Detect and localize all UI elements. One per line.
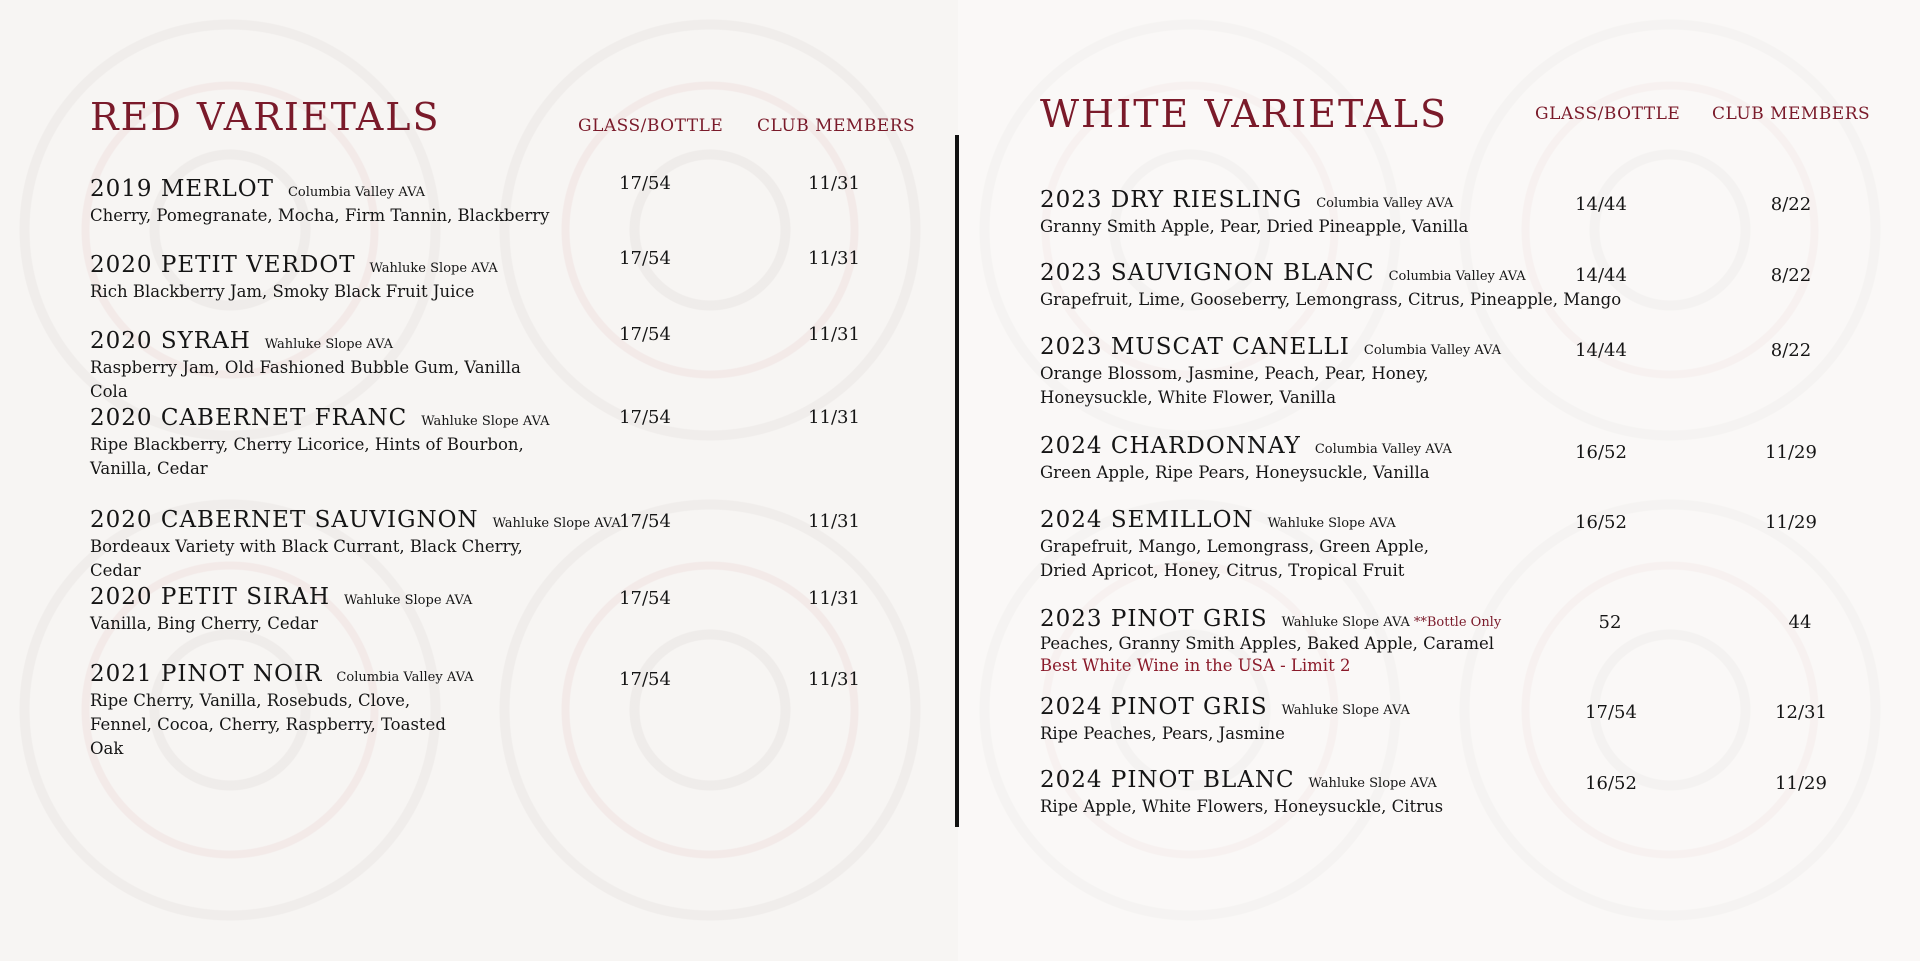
white-club-price-3: 11/29 xyxy=(1765,442,1817,463)
white-glass-price-7: 16/52 xyxy=(1585,773,1637,794)
wine-description: Orange Blossom, Jasmine, Peach, Pear, Honey, Honeysuckle, White Flower, Vanilla xyxy=(1040,364,1429,407)
wine-name: 2024 PINOT GRIS xyxy=(1040,694,1268,720)
white-club-price-0: 8/22 xyxy=(1770,194,1812,215)
wine-ava: Columbia Valley AVA xyxy=(1388,269,1526,284)
wine-ava: Columbia Valley AVA xyxy=(1314,442,1452,457)
wine-description: Rich Blackberry Jam, Smoky Black Fruit Juice xyxy=(90,282,475,301)
wine-name: 2023 DRY RIESLING xyxy=(1040,187,1303,213)
wine-ava: Wahluke Slope AVA xyxy=(492,516,621,531)
white-club-price-5: 44 xyxy=(1788,612,1812,633)
wine-ava: Wahluke Slope AVA xyxy=(264,337,394,352)
bottle-only-note: **Bottle Only xyxy=(1413,615,1502,630)
white-glass-price-0: 14/44 xyxy=(1575,194,1627,215)
red-club-price-4: 11/31 xyxy=(808,511,860,532)
wine-description: Ripe Apple, White Flowers, Honeysuckle, Citrus xyxy=(1040,797,1444,816)
wine-name: 2023 SAUVIGNON BLANC xyxy=(1040,260,1375,286)
wine-name: 2024 CHARDONNAY xyxy=(1040,433,1301,459)
wine-ava: Wahluke Slope AVA xyxy=(369,261,498,276)
red-glass-price-1: 17/54 xyxy=(619,248,671,269)
wine-ava: Wahluke Slope AVA xyxy=(1308,776,1437,791)
wine-description: Grapefruit, Mango, Lemongrass, Green Apple, Dried Apricot, Honey, Citrus, Tropical Fruit xyxy=(1040,537,1430,580)
red-glass-price-2: 17/54 xyxy=(619,324,671,345)
wine-description: Raspberry Jam, Old Fashioned Bubble Gum, Vanilla Cola xyxy=(90,358,521,401)
wine-name: 2020 SYRAH xyxy=(90,328,251,354)
wine-description: Ripe Blackberry, Cherry Licorice, Hints of Bourbon, Vanilla, Cedar xyxy=(90,435,524,478)
white-glass-price-2: 14/44 xyxy=(1575,340,1627,361)
wine-name: 2024 PINOT BLANC xyxy=(1040,767,1295,793)
white-club-price-4: 11/29 xyxy=(1765,512,1817,533)
wine-description: Green Apple, Ripe Pears, Honeysuckle, Vanilla xyxy=(1040,463,1430,482)
wine-description: Vanilla, Bing Cherry, Cedar xyxy=(90,614,318,633)
wine-description: Peaches, Granny Smith Apples, Baked Apple, Caramel xyxy=(1040,634,1495,653)
red-club-members-header: CLUB MEMBERS xyxy=(757,116,916,136)
wine-ava: Wahluke Slope AVA xyxy=(1267,516,1396,531)
wine-ava: Columbia Valley AVA xyxy=(336,670,474,685)
red-glass-price-5: 17/54 xyxy=(619,588,671,609)
white-club-members-header: CLUB MEMBERS xyxy=(1712,104,1871,124)
white-glass-price-1: 14/44 xyxy=(1575,265,1627,286)
wine-name: 2021 PINOT NOIR xyxy=(90,661,323,687)
wine-name: 2020 CABERNET FRANC xyxy=(90,405,408,431)
red-glass-bottle-header: GLASS/BOTTLE xyxy=(578,116,724,136)
wine-description: Ripe Peaches, Pears, Jasmine xyxy=(1040,724,1285,743)
red-glass-price-4: 17/54 xyxy=(619,511,671,532)
red-glass-price-3: 17/54 xyxy=(619,407,671,428)
wine-name: 2020 PETIT SIRAH xyxy=(90,584,331,610)
wine-ava: Wahluke Slope AVA xyxy=(344,593,473,608)
wine-ava: Wahluke Slope AVA xyxy=(421,414,550,429)
white-club-price-1: 8/22 xyxy=(1770,265,1812,286)
wine-name: 2023 PINOT GRIS xyxy=(1040,606,1268,632)
white-section-title: WHITE VARIETALS xyxy=(1040,92,1449,136)
wine-description: Granny Smith Apple, Pear, Dried Pineapple, Vanilla xyxy=(1040,217,1469,236)
wine-description: Cherry, Pomegranate, Mocha, Firm Tannin, Blackberry xyxy=(90,206,550,225)
red-glass-price-0: 17/54 xyxy=(619,173,671,194)
white-club-price-7: 11/29 xyxy=(1775,773,1827,794)
red-club-price-6: 11/31 xyxy=(808,669,860,690)
wine-name: 2024 SEMILLON xyxy=(1040,507,1254,533)
white-glass-bottle-header: GLASS/BOTTLE xyxy=(1535,104,1681,124)
wine-description: Ripe Cherry, Vanilla, Rosebuds, Clove, Fennel, Cocoa, Cherry, Raspberry, Toasted Oak xyxy=(90,691,446,758)
red-club-price-3: 11/31 xyxy=(808,407,860,428)
wine-ava: Columbia Valley AVA xyxy=(1363,343,1501,358)
red-club-price-5: 11/31 xyxy=(808,588,860,609)
red-club-price-2: 11/31 xyxy=(808,324,860,345)
wine-ava: Columbia Valley AVA xyxy=(1316,196,1454,211)
red-club-price-1: 11/31 xyxy=(808,248,860,269)
red-section-title: RED VARIETALS xyxy=(90,95,441,139)
award-note: Best White Wine in the USA - Limit 2 xyxy=(1040,656,1351,675)
wine-name: 2020 PETIT VERDOT xyxy=(90,252,356,278)
white-club-price-2: 8/22 xyxy=(1770,340,1812,361)
white-club-price-6: 12/31 xyxy=(1775,702,1827,723)
white-glass-price-5: 52 xyxy=(1598,612,1622,633)
wine-description: Grapefruit, Lime, Gooseberry, Lemongrass, Citrus, Pineapple, Mango xyxy=(1040,290,1622,309)
red-club-price-0: 11/31 xyxy=(808,173,860,194)
wine-name: 2020 CABERNET SAUVIGNON xyxy=(90,507,479,533)
wine-ava: Columbia Valley AVA xyxy=(287,185,426,200)
red-glass-price-6: 17/54 xyxy=(619,669,671,690)
white-glass-price-4: 16/52 xyxy=(1575,512,1627,533)
wine-ava: Wahluke Slope AVA xyxy=(1281,703,1410,718)
wine-ava: Wahluke Slope AVA xyxy=(1281,615,1410,630)
wine-name: 2023 MUSCAT CANELLI xyxy=(1040,334,1350,360)
wine-description: Bordeaux Variety with Black Currant, Black Cherry, Cedar xyxy=(90,537,523,580)
white-glass-price-6: 17/54 xyxy=(1585,702,1637,723)
white-glass-price-3: 16/52 xyxy=(1575,442,1627,463)
wine-name: 2019 MERLOT xyxy=(90,176,274,202)
